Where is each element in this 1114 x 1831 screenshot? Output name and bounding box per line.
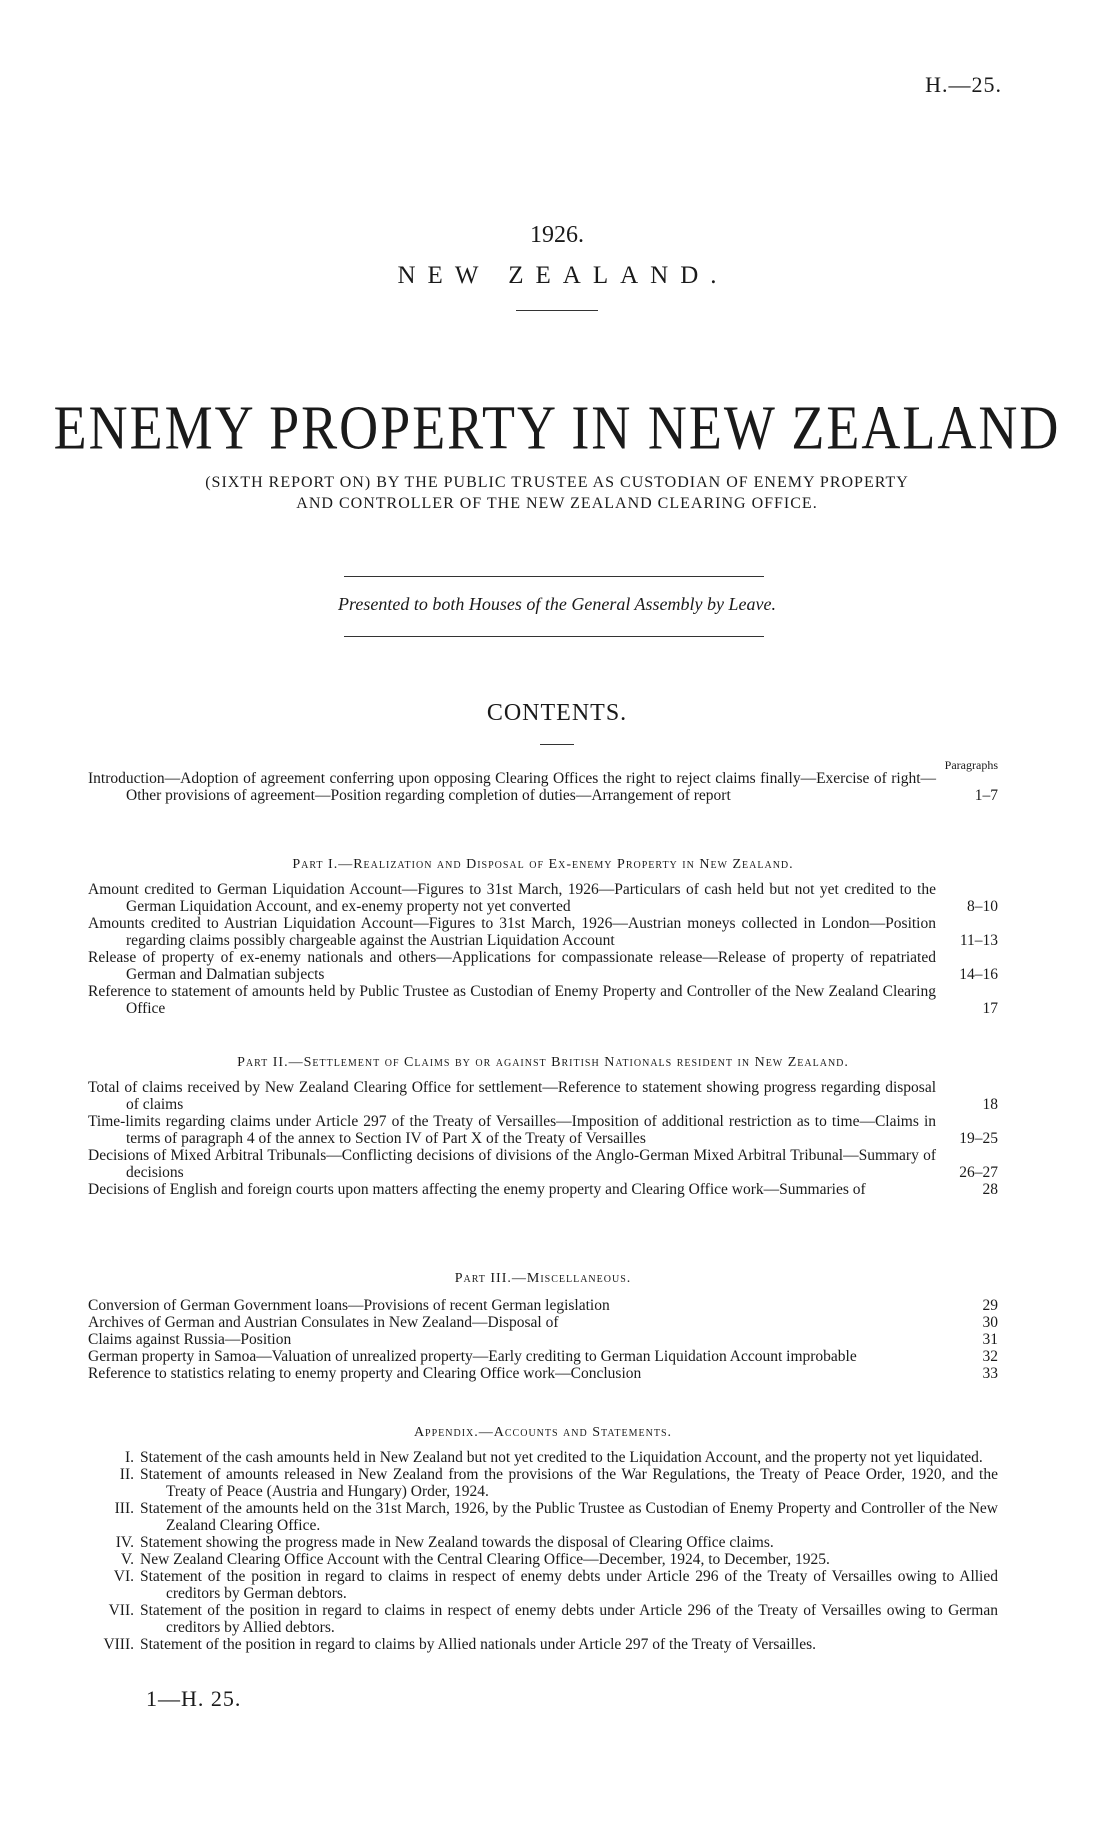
toc-entry: [88, 1314, 998, 1331]
toc-entry-text: Reference to statement of amounts held by Public Trustee as Custodian of Enemy Property and Controller of the New Zealand Clearing Office: [88, 983, 936, 1017]
appendix-text: Statement of the amounts held on the 31st March, 1926, by the Public Trustee as Custodian of Enemy Property and Controller of the New Zealand Clearing Office.: [140, 1500, 998, 1534]
appendix-text: Statement of amounts released in New Zealand from the provisions of the War Regulations, the Treaty of Peace Order, 1920, and the Treaty of Peace (Austria and Hungary) Order, 1924.: [140, 1466, 998, 1500]
toc-entry-text: Decisions of Mixed Arbitral Tribunals—Conflicting decisions of divisions of the Anglo-German Mixed Arbitral Tribunal—Summary of decisions: [88, 1147, 936, 1181]
toc-entry: [88, 1331, 998, 1348]
toc-entry-text: German property in Samoa—Valuation of unrealized property—Early crediting to German Liquidation Account improbable: [88, 1348, 857, 1365]
appendix-text: Statement showing the progress made in New Zealand towards the disposal of Clearing Office claims.: [140, 1534, 774, 1551]
year: 1926.: [530, 222, 584, 248]
toc-entry-text: Amount credited to German Liquidation Account—Figures to 31st March, 1926—Particulars of cash held but not yet credited to the German Liquidation Account, and ex-enemy property not yet converted: [88, 881, 936, 915]
part-heading: Part I.—Realization and Disposal of Ex-enemy Property in New Zealand.: [292, 857, 794, 872]
toc-entry-text: Introduction—Adoption of agreement conferring upon opposing Clearing Offices the right to reject claims finally—Exercise of right—Other provisions of agreement—Position regarding completion of duties—Arrangement of report: [88, 770, 936, 804]
toc-entry-text: Claims against Russia—Position: [88, 1331, 292, 1348]
document-code: H.—25.: [925, 72, 1002, 97]
appendix-text: Statement of the position in regard to claims in respect of enemy debts under Article 296 of the Treaty of Versailles owing to German creditors by Allied debtors.: [140, 1602, 998, 1636]
appendix-numeral: III.: [114, 1500, 134, 1517]
toc-appendix: [88, 1424, 998, 1653]
paragraphs-label: Paragraphs: [944, 758, 998, 772]
toc-entry: [88, 1181, 998, 1198]
toc-entry: [88, 1348, 998, 1365]
appendix-numeral: VI.: [113, 1568, 134, 1585]
appendix-item: [88, 1602, 998, 1636]
toc-part-2: [88, 1054, 998, 1198]
appendix-item: [88, 1534, 998, 1551]
country-heading: NEW ZEALAND.: [397, 262, 729, 289]
divider: [344, 576, 764, 577]
appendix-item: [88, 1551, 998, 1568]
appendix-numeral: IV.: [115, 1534, 134, 1551]
appendix-item: [88, 1636, 998, 1653]
toc-entry-text: Release of property of ex-enemy nationals and others—Applications for compassionate release—Release of property of repatriated German and Dalmatian subjects: [88, 949, 936, 983]
appendix-item: [88, 1500, 998, 1534]
appendix-numeral: VIII.: [103, 1636, 134, 1653]
appendix-text: Statement of the cash amounts held in New Zealand but not yet credited to the Liquidation Account, and the property not yet liquidated.: [140, 1449, 983, 1466]
toc-entry-text: Reference to statistics relating to enemy property and Clearing Office work—Conclusion: [88, 1365, 642, 1382]
subtitle-line-2: AND CONTROLLER OF THE NEW ZEALAND CLEARING OFFICE.: [296, 495, 818, 512]
appendix-heading: Appendix.—Accounts and Statements.: [413, 1425, 673, 1440]
contents-heading: CONTENTS.: [486, 700, 628, 726]
subtitle: [60, 472, 1054, 514]
toc-entry: [88, 881, 998, 915]
appendix-numeral: VII.: [108, 1602, 134, 1619]
toc-entry-paragraph: 31: [982, 1331, 998, 1348]
toc-part-3: [88, 1270, 998, 1382]
toc-entry: [88, 915, 998, 949]
toc-entry-text: Decisions of English and foreign courts upon matters affecting the enemy property and Clearing Office work—Summaries of: [88, 1181, 866, 1198]
toc-entry: [88, 770, 998, 804]
toc-entry-text: Archives of German and Austrian Consulates in New Zealand—Disposal of: [88, 1314, 559, 1331]
toc-entry-paragraph: 30: [982, 1314, 998, 1331]
toc-entry-text: Total of claims received by New Zealand Clearing Office for settlement—Reference to statement showing progress regarding disposal of claims: [88, 1079, 936, 1113]
toc-entry-paragraph: 26–27: [959, 1164, 998, 1181]
toc-entry-paragraph: 28: [982, 1181, 998, 1198]
toc-entry-paragraph: 32: [982, 1348, 998, 1365]
toc-entry-text: Time-limits regarding claims under Article 297 of the Treaty of Versailles—Imposition of additional restriction as to time—Claims in terms of paragraph 4 of the annex to Section IV of Part X of the Treaty of Versailles: [88, 1113, 936, 1147]
toc-entry: [88, 983, 998, 1017]
toc-entry: [88, 1113, 998, 1147]
toc-entry-paragraph: 14–16: [959, 966, 998, 983]
divider: [344, 636, 764, 637]
appendix-numeral: I.: [124, 1449, 134, 1466]
part-heading: Part III.—Miscellaneous.: [454, 1271, 632, 1286]
part-heading: Part II.—Settlement of Claims by or against British Nationals resident in New Zealand.: [237, 1055, 849, 1070]
toc-entry-paragraph: 18: [982, 1096, 998, 1113]
appendix-text: Statement of the position in regard to claims by Allied nationals under Article 297 of the Treaty of Versailles.: [140, 1636, 816, 1653]
toc-entry: [88, 1079, 998, 1113]
toc-entry-paragraph: 8–10: [967, 898, 998, 915]
appendix-item: [88, 1466, 998, 1500]
toc-entry-text: Conversion of German Government loans—Provisions of recent German legislation: [88, 1297, 610, 1314]
toc-part-1: [88, 856, 998, 1017]
toc-entry-paragraph: 17: [982, 1000, 998, 1017]
toc-entry-text: Amounts credited to Austrian Liquidation Account—Figures to 31st March, 1926—Austrian moneys collected in London—Position regarding claims possibly chargeable against the Austrian Liquidation Account: [88, 915, 936, 949]
appendix-numeral: II.: [119, 1466, 134, 1483]
divider: [516, 310, 598, 311]
toc-entry-paragraph: 33: [982, 1365, 998, 1382]
toc-entry: [88, 1147, 998, 1181]
toc-entry-paragraph: 11–13: [959, 932, 998, 949]
toc-entry: [88, 1297, 998, 1314]
main-title: ENEMY PROPERTY IN NEW ZEALAND: [53, 393, 1061, 463]
appendix-numeral: V.: [120, 1551, 134, 1568]
appendix-text: Statement of the position in regard to claims in respect of enemy debts under Article 296 of the Treaty of Versailles owing to Allied creditors by German debtors.: [140, 1568, 998, 1602]
toc-entry-paragraph: 19–25: [959, 1130, 998, 1147]
subtitle-line-1: (SIXTH REPORT ON) BY THE PUBLIC TRUSTEE AS CUSTODIAN OF ENEMY PROPERTY: [205, 474, 909, 491]
footer-code: 1—H. 25.: [146, 1686, 242, 1711]
toc-entry-paragraph: 29: [982, 1297, 998, 1314]
appendix-item: [88, 1449, 998, 1466]
divider: [540, 744, 574, 745]
appendix-text: New Zealand Clearing Office Account with the Central Clearing Office—December, 1924, to December, 1925.: [140, 1551, 830, 1568]
toc-entry: [88, 1365, 998, 1382]
presented-line: Presented to both Houses of the General Assembly by Leave.: [338, 594, 776, 614]
toc-introduction: [88, 770, 998, 804]
appendix-item: [88, 1568, 998, 1602]
toc-entry: [88, 949, 998, 983]
toc-entry-paragraph: 1–7: [974, 787, 998, 804]
